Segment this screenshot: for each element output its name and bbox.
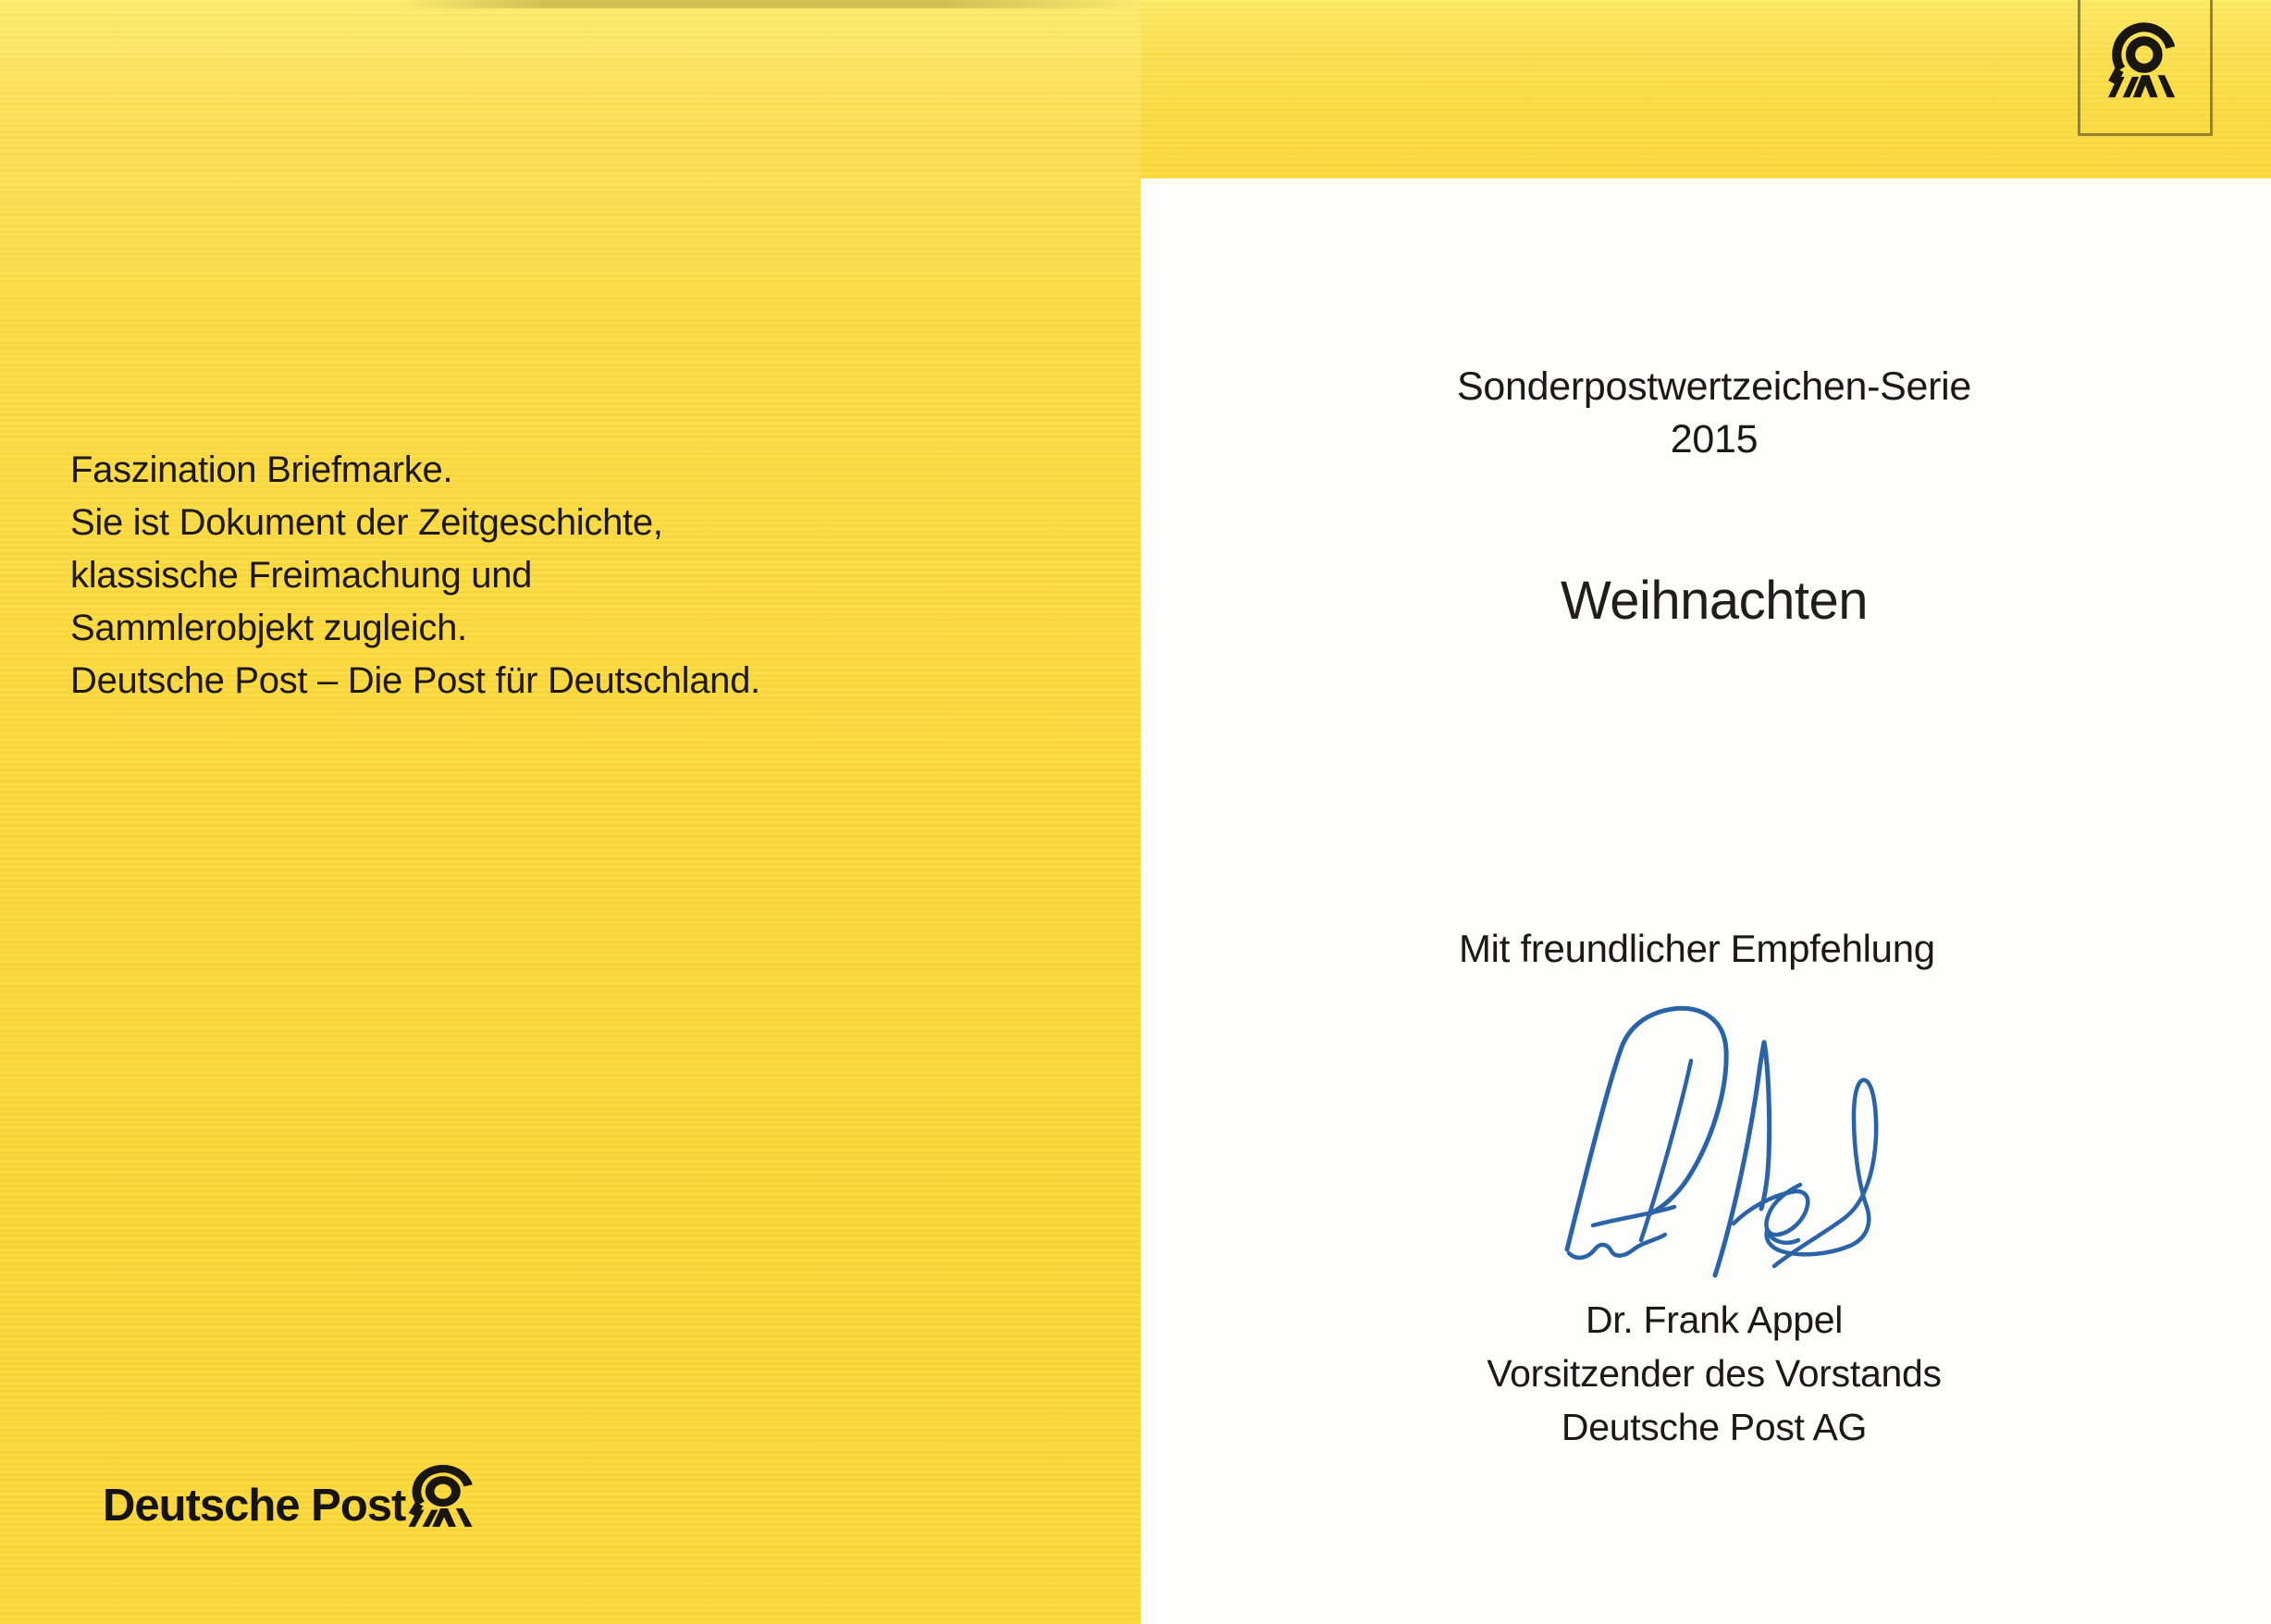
- posthorn-icon: [399, 1463, 484, 1530]
- compliment-line: Mit freundlicher Empfehlung: [1459, 927, 1935, 970]
- scan-edge-shadow: [398, 0, 1147, 8]
- intro-line: Faszination Briefmarke.: [70, 449, 453, 490]
- signatory-name: Dr. Frank Appel: [1585, 1298, 1844, 1341]
- page-title: Weihnachten: [1561, 571, 1868, 631]
- signature-autograph: [1552, 1002, 1896, 1290]
- signatory-company: Deutsche Post AG: [1561, 1406, 1868, 1448]
- signatory-block: [1141, 1293, 2271, 1454]
- series-title-line2: 2015: [1670, 417, 1759, 461]
- signatory-role: Vorsitzender des Vorstands: [1487, 1352, 1942, 1395]
- intro-line: klassische Freimachung und: [70, 555, 533, 596]
- deutsche-post-wordmark: Deutsche Post: [103, 1481, 406, 1531]
- intro-line: Deutsche Post – Die Post für Deutschland.: [70, 660, 760, 701]
- series-title-block: [1141, 361, 2271, 466]
- posthorn-icon: [2098, 20, 2187, 101]
- intro-line: Sie ist Dokument der Zeitgeschichte,: [70, 502, 663, 543]
- series-title-line1: Sonderpostwertzeichen-Serie: [1457, 364, 1971, 409]
- intro-line: Sammlerobjekt zugleich.: [70, 608, 467, 648]
- intro-text-block: [70, 444, 760, 707]
